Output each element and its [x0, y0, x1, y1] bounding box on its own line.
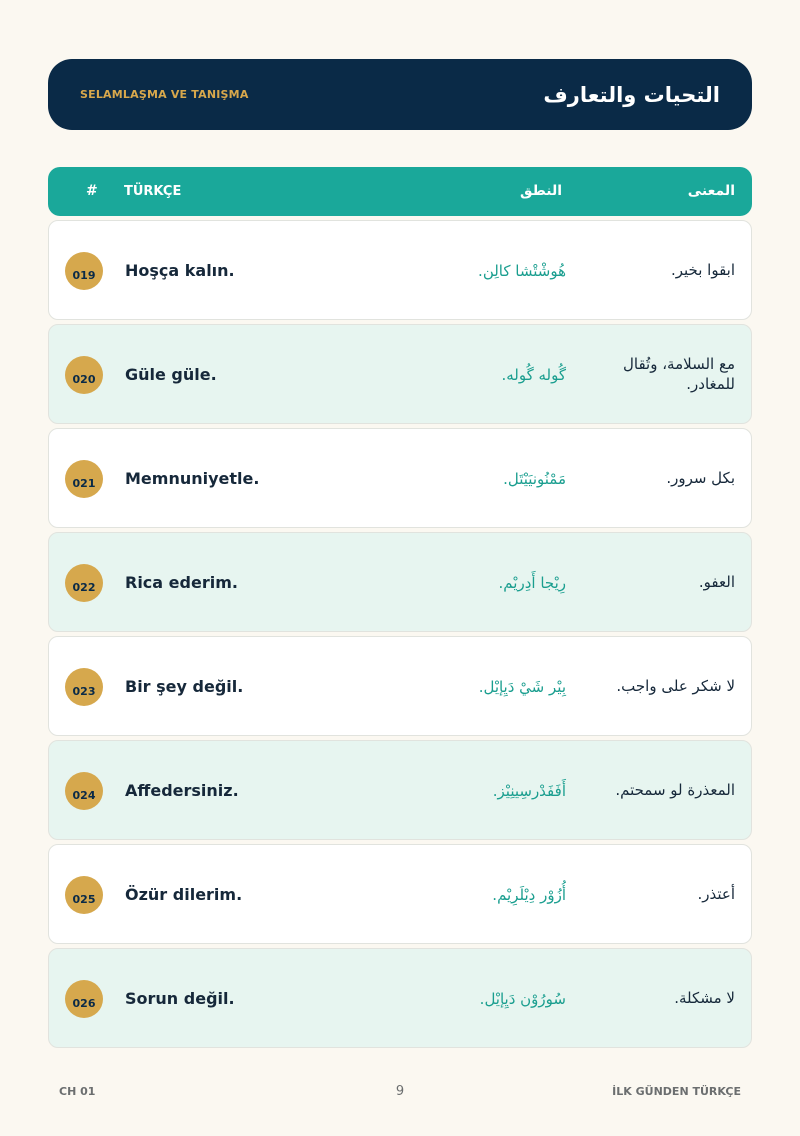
table-row: [48, 428, 752, 528]
meaning-text: لا مشكلة.: [674, 989, 735, 1007]
row-number-badge: 019: [65, 252, 103, 290]
meaning-text: مع السلامة، وتُقال للمغادر.: [622, 355, 735, 393]
row-number-badge: 020: [65, 356, 103, 394]
turkish-phrase: Bir şey değil.: [125, 677, 244, 696]
table-row: [48, 636, 752, 736]
row-number-badge: 021: [65, 460, 103, 498]
table-row: [48, 844, 752, 944]
page-footer: [59, 1082, 741, 1102]
turkish-phrase: Affedersiniz.: [125, 781, 239, 800]
turkish-phrase: Memnuniyetle.: [125, 469, 260, 488]
table-row: [48, 740, 752, 840]
pronunciation-text: أُزُوْر دِيْلَرِيْم.: [492, 886, 566, 904]
pronunciation-text: گُوله گُوله.: [501, 366, 566, 384]
turkish-phrase: Sorun değil.: [125, 989, 235, 1008]
phrase-table: [48, 220, 752, 1052]
table-row: [48, 220, 752, 320]
footer-chapter: CH 01: [59, 1085, 96, 1098]
row-number-badge: 023: [65, 668, 103, 706]
turkish-phrase: Güle güle.: [125, 365, 217, 384]
row-number-badge: 026: [65, 980, 103, 1018]
row-number-badge: 025: [65, 876, 103, 914]
meaning-text: المعذرة لو سمحتم.: [615, 781, 735, 799]
column-header-pronunciation: النطق: [519, 183, 562, 199]
column-header-number: #: [86, 183, 98, 199]
meaning-text: ابقوا بخير.: [670, 261, 735, 279]
table-header: [48, 167, 752, 216]
pronunciation-text: بِيْر شَيْ دَيِإيْل.: [478, 678, 566, 696]
meaning-text: أعتذر.: [697, 885, 735, 903]
table-row: [48, 324, 752, 424]
row-number-badge: 024: [65, 772, 103, 810]
table-row: [48, 532, 752, 632]
header-subtitle: SELAMLAŞMA VE TANIŞMA: [80, 88, 249, 101]
turkish-phrase: Rica ederim.: [125, 573, 238, 592]
table-row: [48, 948, 752, 1048]
header-title: التحيات والتعارف: [543, 82, 720, 107]
pronunciation-text: مَمْنُونيَيْتَل.: [503, 470, 566, 488]
meaning-text: العفو.: [698, 573, 735, 591]
pronunciation-text: سُورُوْن دَيِإيْل.: [479, 990, 566, 1008]
row-number-badge: 022: [65, 564, 103, 602]
turkish-phrase: Hoşça kalın.: [125, 261, 235, 280]
pronunciation-text: رِيْجا أَدِريْم.: [498, 574, 566, 592]
pronunciation-text: أَفَفَدْرسِينِيْز.: [492, 782, 566, 800]
meaning-text: بكل سرور.: [666, 469, 735, 487]
page-number: 9: [395, 1084, 405, 1099]
column-header-turkish: TÜRKÇE: [124, 184, 182, 199]
meaning-text: لا شكر على واجب.: [616, 677, 735, 695]
column-header-meaning: المعنى: [687, 183, 735, 199]
footer-book-title: İLK GÜNDEN TÜRKÇE: [612, 1085, 741, 1098]
turkish-phrase: Özür dilerim.: [125, 885, 243, 904]
pronunciation-text: هُوشْتْشا كالِن.: [478, 262, 566, 280]
chapter-header: [48, 59, 752, 130]
